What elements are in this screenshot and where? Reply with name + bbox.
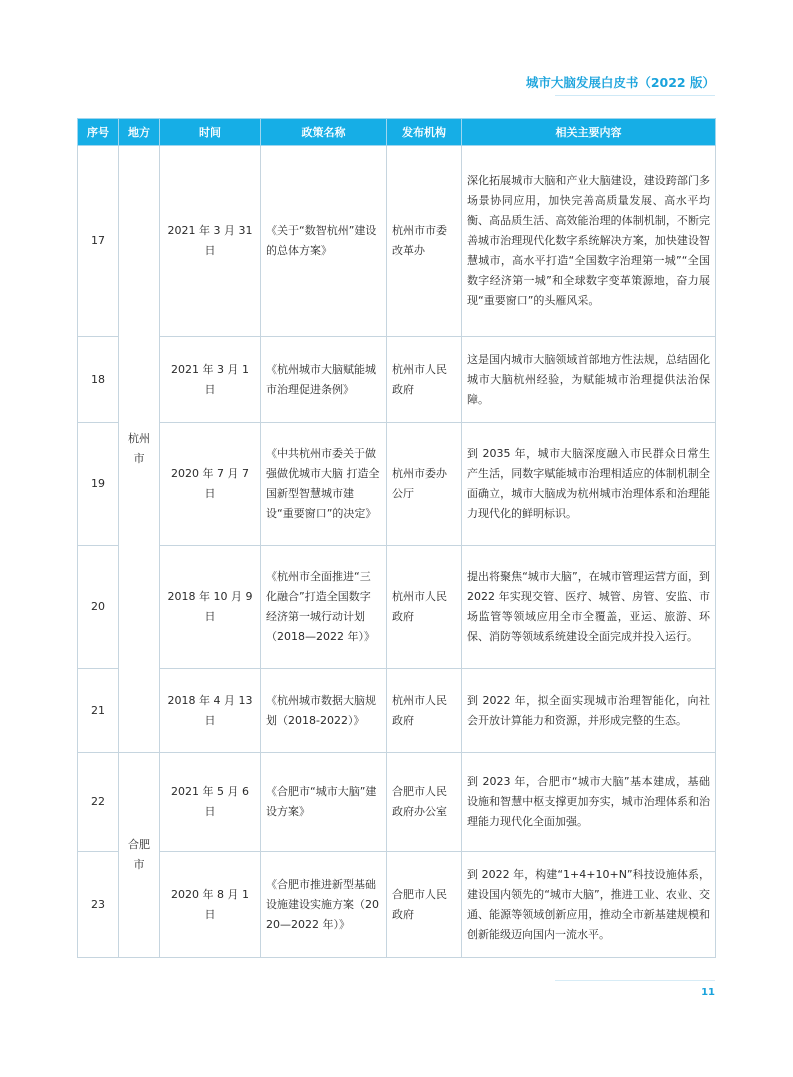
table-row: [78, 852, 716, 958]
table-row: [78, 423, 716, 546]
date-cell: 2021 年 3 月 31 日: [160, 146, 261, 337]
date-cell: 2021 年 3 月 1 日: [160, 337, 261, 423]
content-cell: 到 2022 年，构建“1+4+10+N”科技设施体系，建设国内领先的“城市大脑”，推进工业、农业、交通、能源等领域创新应用，推动全市新基建规模和创新能级迈向国内一流水平。: [462, 852, 716, 958]
row-number: 21: [78, 669, 119, 753]
date-cell: 2020 年 8 月 1 日: [160, 852, 261, 958]
column-header-place: 地方: [119, 119, 160, 146]
date-cell: 2021 年 5 月 6 日: [160, 753, 261, 852]
issuer-cell: 合肥市人民政府办公室: [387, 753, 462, 852]
policy-name-cell: 《合肥市推进新型基础设施建设实施方案（2020—2022 年）》: [261, 852, 387, 958]
issuer-cell: 杭州市委办公厅: [387, 423, 462, 546]
column-header-no: 序号: [78, 119, 119, 146]
content-cell: 到 2035 年，城市大脑深度融入市民群众日常生产生活，同数字赋能城市治理相适应的体制机制全面确立，城市大脑成为杭州城市治理体系和治理能力现代化的鲜明标识。: [462, 423, 716, 546]
policy-name-cell: 《杭州城市大脑赋能城市治理促进条例》: [261, 337, 387, 423]
table-row: [78, 753, 716, 852]
column-header-date: 时间: [160, 119, 261, 146]
issuer-cell: 杭州市市委改革办: [387, 146, 462, 337]
row-number: 19: [78, 423, 119, 546]
table-header-row: [78, 119, 716, 146]
policy-name-cell: 《合肥市“城市大脑”建设方案》: [261, 753, 387, 852]
content-cell: 到 2023 年，合肥市“城市大脑”基本建成，基础设施和智慧中枢支撑更加夯实，城市治理体系和治理能力现代化全面加强。: [462, 753, 716, 852]
row-number: 20: [78, 546, 119, 669]
policy-name-cell: 《关于“数智杭州”建设的总体方案》: [261, 146, 387, 337]
page-number: 11: [701, 987, 715, 998]
policy-table: [77, 118, 716, 958]
content-cell: 这是国内城市大脑领域首部地方性法规，总结固化城市大脑杭州经验，为赋能城市治理提供法治保障。: [462, 337, 716, 423]
column-header-content: 相关主要内容: [462, 119, 716, 146]
row-number: 23: [78, 852, 119, 958]
date-cell: 2020 年 7 月 7 日: [160, 423, 261, 546]
column-header-policy: 政策名称: [261, 119, 387, 146]
policy-name-cell: 《杭州市全面推进“三化融合”打造全国数字经济第一城行动计划（2018—2022 年）》: [261, 546, 387, 669]
content-cell: 提出将聚焦“城市大脑”，在城市管理运营方面，到 2022 年实现交管、医疗、城管、房管、安监、市场监管等领域应用全市全覆盖，亚运、旅游、环保、消防等领域系统建设全面完成并投入运行。: [462, 546, 716, 669]
issuer-cell: 杭州市人民政府: [387, 546, 462, 669]
row-number: 17: [78, 146, 119, 337]
row-number: 22: [78, 753, 119, 852]
content-cell: 到 2022 年，拟全面实现城市治理智能化，向社会开放计算能力和资源，并形成完整的生态。: [462, 669, 716, 753]
place-cell: 合肥市: [119, 753, 160, 958]
issuer-cell: 杭州市人民政府: [387, 337, 462, 423]
place-cell: 杭州市: [119, 146, 160, 753]
footer-divider: [555, 980, 715, 981]
issuer-cell: 合肥市人民政府: [387, 852, 462, 958]
table-row: [78, 337, 716, 423]
policy-name-cell: 《杭州城市数据大脑规划（2018-2022）》: [261, 669, 387, 753]
date-cell: 2018 年 4 月 13 日: [160, 669, 261, 753]
table-row: [78, 146, 716, 337]
header-divider: [555, 95, 715, 96]
table-row: [78, 669, 716, 753]
date-cell: 2018 年 10 月 9 日: [160, 546, 261, 669]
policy-name-cell: 《中共杭州市委关于做强做优城市大脑 打造全国新型智慧城市建设“重要窗口”的决定》: [261, 423, 387, 546]
column-header-issuer: 发布机构: [387, 119, 462, 146]
issuer-cell: 杭州市人民政府: [387, 669, 462, 753]
document-title: 城市大脑发展白皮书（2022 版）: [525, 75, 715, 90]
row-number: 18: [78, 337, 119, 423]
table-row: [78, 546, 716, 669]
content-cell: 深化拓展城市大脑和产业大脑建设，建设跨部门多场景协同应用，加快完善高质量发展、高水平均衡、高品质生活、高效能治理的体制机制，不断完善城市治理现代化数字系统解决方案，加快建设智慧城市，高水平打造“全国数字治理第一城”“全国数字经济第一城”和全球数字变革策源地，奋力展现“重要窗口”的头雁风采。: [462, 146, 716, 337]
